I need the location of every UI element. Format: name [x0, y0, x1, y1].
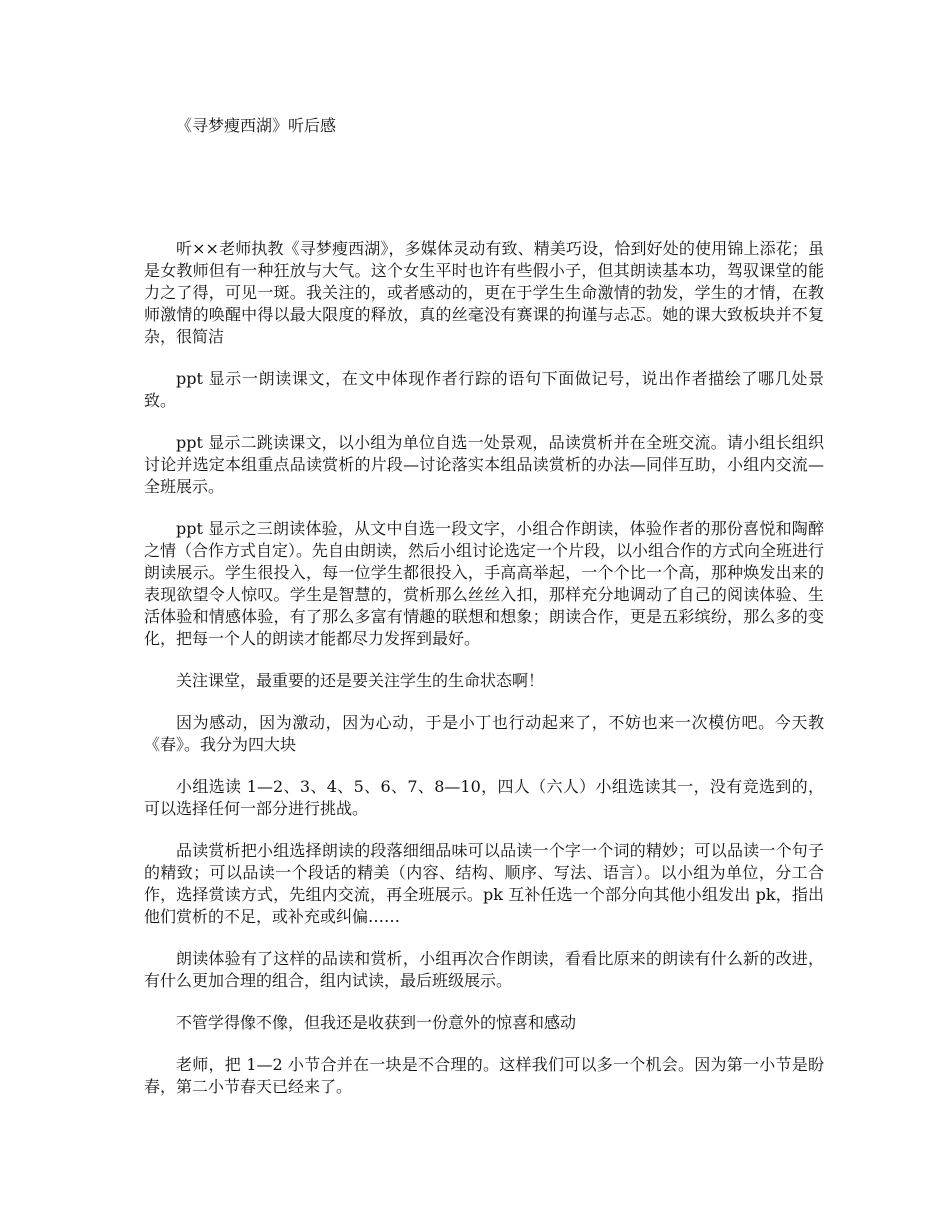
paragraph: ppt 显示二跳读课文，以小组为单位自选一处景观，品读赏析并在全班交流。请小组长组织讨论并选定本组重点品读赏析的片段—讨论落实本组品读赏析的办法—同伴互助，小组内交流—全班展示。 [144, 433, 824, 496]
paragraph: ppt 显示之三朗读体验，从文中自选一段文字，小组合作朗读，体验作者的那份喜悦和陶醉之情（合作方式自定）。先自由朗读，然后小组讨论选定一个片段，以小组合作的方式向全班进行朗读展示。学生很投入，每一位学生都很投入，手高高举起，一个个比一个高，那种焕发出来的表现欲望令人惊叹。学生是智慧的，赏析那么丝丝入扣，那样充分地调动了自己的阅读体验、生活体验和情感体验，有了那么多富有情趣的联想和想象；朗读合作，更是五彩缤纷，那么多的变化，把每一个人的朗读才能都尽力发挥到最好。 [144, 519, 825, 648]
paragraph: 老师，把 1—2 小节合并在一块是不合理的。这样我们可以多一个机会。因为第一小节是盼春，第二小节春天已经来了。 [144, 1055, 824, 1096]
paragraph: 朗读体验有了这样的品读和赏析，小组再次合作朗读，看看比原来的朗读有什么新的改进，有什么更加合理的组合，组内试读，最后班级展示。 [144, 949, 824, 990]
paragraph: 因为感动，因为激动，因为心动，于是小丁也行动起来了，不妨也来一次模仿吧。今天教《春》。我分为四大块 [144, 713, 824, 754]
paragraph: 关注课堂，最重要的还是要关注学生的生命状态啊！ [176, 671, 545, 690]
paragraph: 不管学得像不像，但我还是收获到一份意外的惊喜和感动 [176, 1013, 577, 1032]
paragraph: ppt 显示一朗读课文，在文中体现作者行踪的语句下面做记号，说出作者描绘了哪几处景致。 [144, 369, 824, 410]
document-title: 《寻梦瘦西湖》听后感 [176, 116, 337, 135]
document-body [144, 238, 824, 1118]
paragraph: 小组选读 1—2、3、4、5、6、7、8—10，四人（六人）小组选读其一，没有竞选到的，可以选择任何一部分进行挑战。 [144, 777, 824, 818]
paragraph: 听××老师执教《寻梦瘦西湖》，多媒体灵动有致、精美巧设，恰到好处的使用锦上添花；虽是女教师但有一种狂放与大气。这个女生平时也许有些假小子，但其朗读基本功，驾驭课堂的能力之了得，可见一斑。我关注的，或者感动的，更在于学生生命激情的勃发，学生的才情，在教师激情的唤醒中得以最大限度的释放，真的丝毫没有赛课的拘谨与忐忑。她的课大致板块并不复杂，很简洁 [144, 239, 824, 346]
paragraph: 品读赏析把小组选择朗读的段落细细品味可以品读一个字一个词的精妙；可以品读一个句子的精致；可以品读一个段话的精美（内容、结构、顺序、写法、语言）。以小组为单位，分工合作，选择赏读方式，先组内交流，再全班展示。pk 互补任选一个部分向其他小组发出 pk，指出他们赏析的不足，或补充或纠偏…… [144, 841, 824, 926]
